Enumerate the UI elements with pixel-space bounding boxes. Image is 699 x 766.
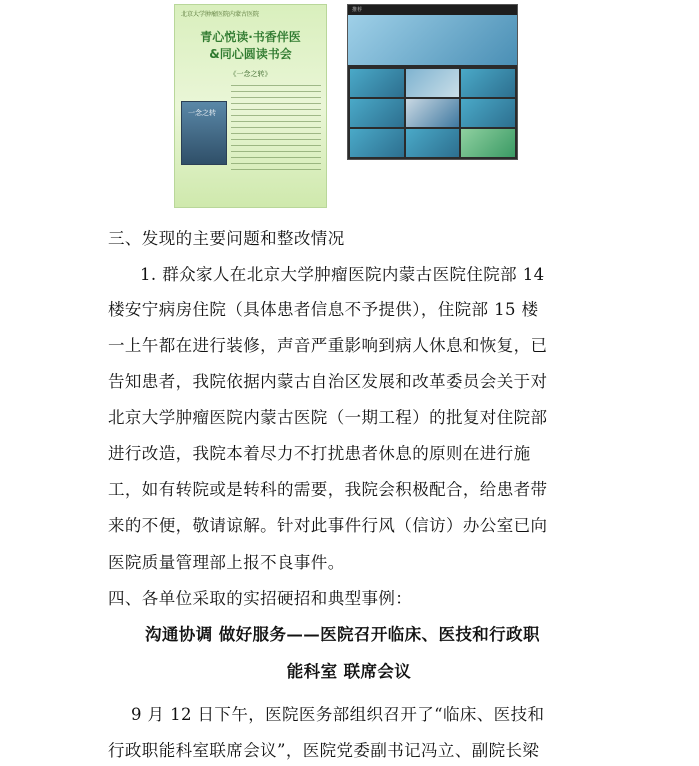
screenshot-thumb <box>350 129 404 157</box>
paragraph-line: 进行改造，我院本着尽力不打扰患者休息的原则在进行施 <box>108 444 531 463</box>
paragraph-line: 北京大学肿瘤医院内蒙古医院（一期工程）的批复对住院部 <box>108 408 548 427</box>
section-heading-3: 三、发现的主要问题和整改情况 <box>108 229 345 248</box>
screenshot-grid <box>348 67 517 159</box>
paragraph-line: 楼安宁病房住院（具体患者信息不予提供），住院部 15 楼 <box>108 300 539 319</box>
screenshot-thumb <box>406 129 460 157</box>
book-cover-title: 一念之转 <box>188 109 216 117</box>
article-subtitle-line2: 能科室 联席会议 <box>286 662 412 681</box>
screenshot-thumb <box>461 129 515 157</box>
poster-title-line1: 青心悦读·书香伴医 <box>200 30 301 44</box>
screenshot-thumb <box>461 69 515 97</box>
video-screenshot-image <box>347 4 518 160</box>
screenshot-thumb <box>350 99 404 127</box>
screenshot-thumb <box>406 69 460 97</box>
screenshot-topbar: 推荐 <box>348 5 517 15</box>
poster-title <box>175 29 326 63</box>
section-heading-4: 四、各单位采取的实招硬招和典型事例： <box>108 589 413 608</box>
paragraph-line: 9 月 12 日下午，医院医务部组织召开了“临床、医技和 <box>131 705 545 724</box>
article-subtitle-line1: 沟通协调 做好服务——医院召开临床、医技和行政职 <box>145 625 540 644</box>
paragraph-line: 来的不便，敬请谅解。针对此事件行风（信访）办公室已向 <box>108 516 548 535</box>
poster-hospital-name: 北京大学肿瘤医院内蒙古医院 <box>181 11 260 18</box>
screenshot-thumb <box>461 99 515 127</box>
poster-book-name: 《一念之转》 <box>229 70 272 78</box>
paragraph-line: 医院质量管理部上报不良事件。 <box>108 553 345 572</box>
paragraph-line: 1. 群众家人在北京大学肿瘤医院内蒙古医院住院部 14 <box>140 265 545 284</box>
poster-title-line2: &同心圆读书会 <box>209 47 292 61</box>
paragraph-line: 行政职能科室联席会议”，医院党委副书记冯立、副院长梁 <box>108 741 540 760</box>
screenshot-hero <box>348 15 517 65</box>
poster-description-block <box>231 85 321 175</box>
book-cover-image <box>181 101 227 165</box>
paragraph-line: 一上午都在进行装修，声音严重影响到病人休息和恢复，已 <box>108 336 548 355</box>
paragraph-line: 告知患者，我院依据内蒙古自治区发展和改革委员会关于对 <box>108 372 548 391</box>
image-strip <box>0 0 699 212</box>
paragraph-line: 工，如有转院或是转科的需要，我院会积极配合，给患者带 <box>108 480 548 499</box>
poster-header <box>181 11 320 25</box>
screenshot-thumb <box>350 69 404 97</box>
screenshot-thumb <box>406 99 460 127</box>
reading-club-poster-image <box>174 4 327 208</box>
